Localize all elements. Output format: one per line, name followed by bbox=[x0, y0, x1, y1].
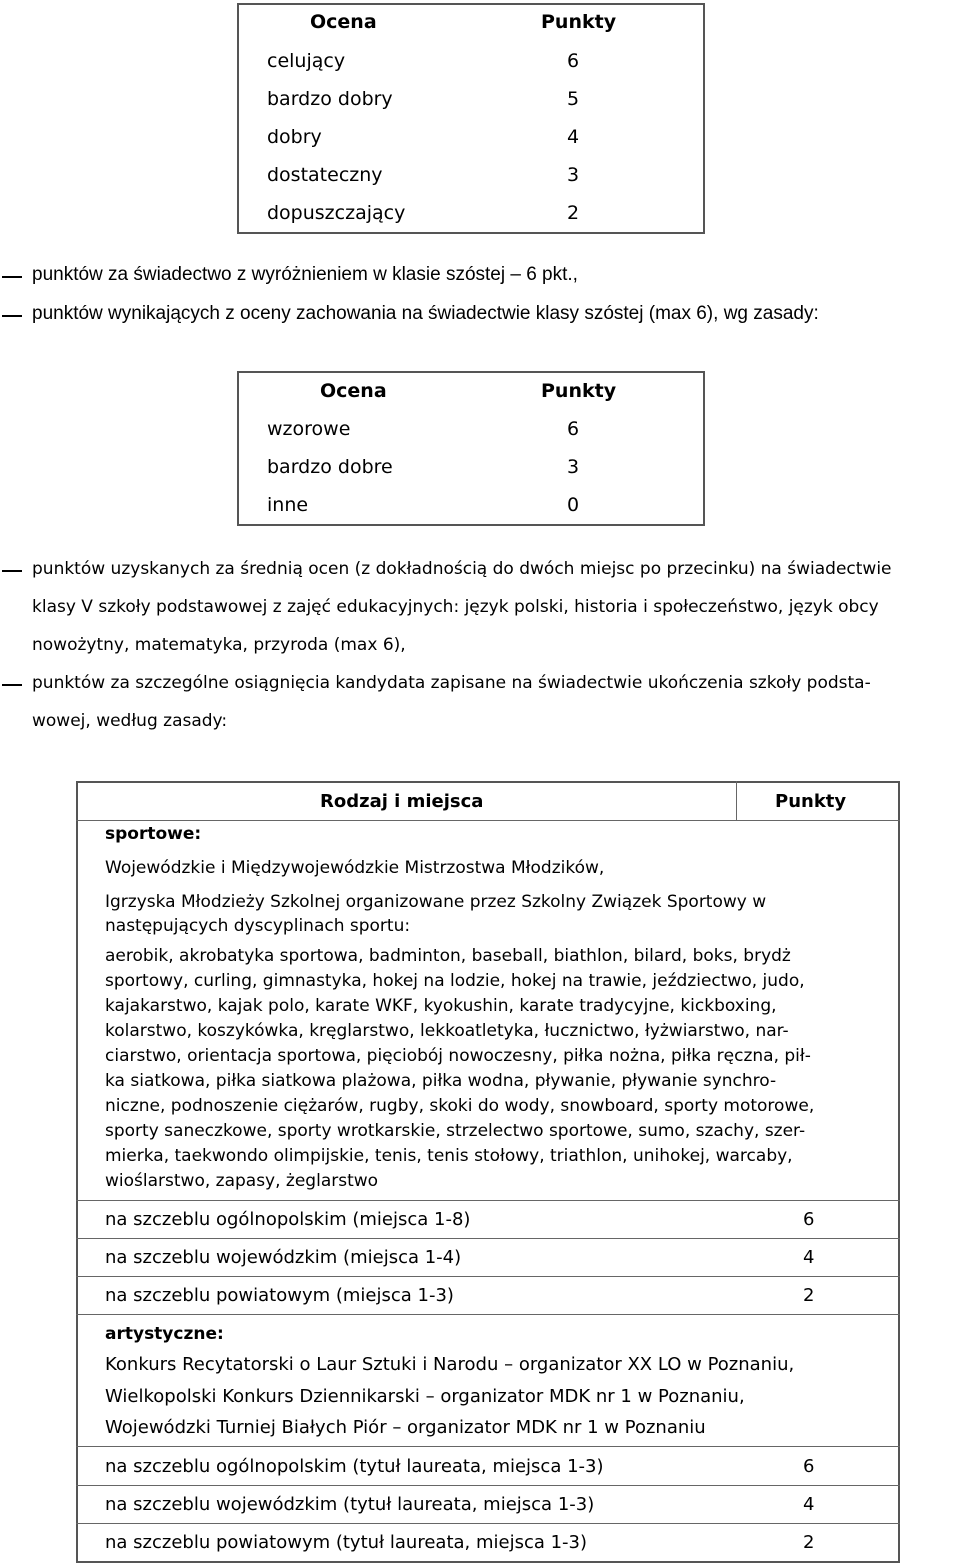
grade-row-label: bardzo dobry bbox=[267, 88, 393, 110]
grade-row-points: 4 bbox=[567, 126, 580, 148]
sport-line: Wojewódzkie i Międzywojewódzkie Mistrzostwa Młodzików, bbox=[105, 858, 605, 878]
table-divider bbox=[76, 1314, 900, 1315]
behavior-row-points: 6 bbox=[567, 418, 580, 440]
discipline-line: ciarstwo, orientacja sportowa, pięciobój nowoczesny, piłka nożna, piłka ręczna, pił- bbox=[105, 1046, 811, 1066]
behavior-row-points: 0 bbox=[567, 494, 580, 516]
achievements-header-points: Punkty bbox=[775, 791, 847, 812]
discipline-line: kajakarstwo, kajak polo, karate WKF, kyokushin, karate tradycyjne, kickboxing, bbox=[105, 996, 777, 1016]
art-line: Konkurs Recytatorski o Laur Sztuki i Narodu – organizator XX LO w Poznaniu, bbox=[105, 1354, 795, 1375]
discipline-line: sporty saneczkowe, sporty wrotkarskie, strzelectwo sportowe, sumo, szachy, szer- bbox=[105, 1121, 806, 1141]
sport-section-label: sportowe: bbox=[105, 824, 202, 844]
art-line: Wielkopolski Konkurs Dziennikarski – organizator MDK nr 1 w Poznaniu, bbox=[105, 1386, 745, 1407]
discipline-line: ka siatkowa, piłka siatkowa plażowa, piłka wodna, pływanie, pływanie synchro- bbox=[105, 1071, 777, 1091]
bullet-average-line3: nowożytny, matematyka, przyroda (max 6), bbox=[32, 635, 406, 655]
table-divider bbox=[76, 1200, 900, 1201]
table-divider bbox=[76, 1446, 900, 1447]
discipline-line: sportowy, curling, gimnastyka, hokej na lodzie, hokej na trawie, jeździectwo, judo, bbox=[105, 971, 805, 991]
discipline-line: wioślarstwo, zapasy, żeglarstwo bbox=[105, 1171, 379, 1191]
table-divider bbox=[76, 1238, 900, 1239]
bullet-diploma-points: punktów za świadectwo z wyróżnieniem w klasie szóstej – 6 pkt., bbox=[32, 264, 578, 285]
sport-line: następujących dyscyplinach sportu: bbox=[105, 916, 411, 936]
sport-level-label: na szczeblu powiatowym (miejsca 1-3) bbox=[105, 1285, 454, 1306]
discipline-line: mierka, taekwondo olimpijskie, tenis, tenis stołowy, triathlon, unihokej, warcaby, bbox=[105, 1146, 793, 1166]
bullet-achievements-line1: punktów za szczególne osiągnięcia kandydata zapisane na świadectwie ukończenia szkoły podsta- bbox=[32, 673, 871, 693]
grade-row-label: dopuszczający bbox=[267, 202, 406, 224]
sport-level-points: 4 bbox=[803, 1247, 815, 1268]
bullet-average-line2: klasy V szkoły podstawowej z zajęć edukacyjnych: język polski, historia i społeczeństwo, język obcy bbox=[32, 597, 879, 617]
art-level-label: na szczeblu ogólnopolskim (tytuł laureata, miejsca 1-3) bbox=[105, 1456, 604, 1477]
grade-row-label: dostateczny bbox=[267, 164, 383, 186]
grade-row-points: 5 bbox=[567, 88, 580, 110]
discipline-line: niczne, podnoszenie ciężarów, rugby, skoki do wody, snowboard, sporty motorowe, bbox=[105, 1096, 815, 1116]
grade-row-points: 2 bbox=[567, 202, 580, 224]
table-divider bbox=[76, 1276, 900, 1277]
art-level-label: na szczeblu powiatowym (tytuł laureata, miejsca 1-3) bbox=[105, 1532, 588, 1553]
grade-row-points: 3 bbox=[567, 164, 580, 186]
sport-line: Igrzyska Młodzieży Szkolnej organizowane przez Szkolny Związek Sportowy w bbox=[105, 892, 767, 912]
bullet-dash bbox=[2, 570, 22, 572]
grade-row-points: 6 bbox=[567, 50, 580, 72]
bullet-behavior-points: punktów wynikających z oceny zachowania na świadectwie klasy szóstej (max 6), wg zasady: bbox=[32, 303, 819, 324]
table-divider bbox=[76, 1485, 900, 1486]
sport-level-points: 2 bbox=[803, 1285, 815, 1306]
sport-level-label: na szczeblu ogólnopolskim (miejsca 1-8) bbox=[105, 1209, 471, 1230]
achievements-header-type: Rodzaj i miejsca bbox=[320, 791, 484, 812]
grades-header-grade: Ocena bbox=[310, 11, 377, 33]
bullet-average-line1: punktów uzyskanych za średnią ocen (z dokładnością do dwóch miejsc po przecinku) na świadectwie bbox=[32, 559, 892, 579]
grades-header-points: Punkty bbox=[541, 11, 617, 33]
art-level-points: 2 bbox=[803, 1532, 815, 1553]
art-level-points: 4 bbox=[803, 1494, 815, 1515]
bullet-achievements-line2: wowej, według zasady: bbox=[32, 711, 228, 731]
art-line: Wojewódzki Turniej Białych Piór – organizator MDK nr 1 w Poznaniu bbox=[105, 1417, 706, 1438]
grade-row-label: celujący bbox=[267, 50, 346, 72]
behavior-header-grade: Ocena bbox=[320, 380, 387, 402]
sport-level-label: na szczeblu wojewódzkim (miejsca 1-4) bbox=[105, 1247, 462, 1268]
sport-level-points: 6 bbox=[803, 1209, 815, 1230]
table-divider bbox=[76, 1523, 900, 1524]
discipline-line: kolarstwo, koszykówka, kręglarstwo, lekkoatletyka, łucznictwo, łyżwiarstwo, nar- bbox=[105, 1021, 789, 1041]
bullet-dash bbox=[2, 684, 22, 686]
table-divider bbox=[736, 781, 737, 821]
behavior-row-label: wzorowe bbox=[267, 418, 351, 440]
behavior-row-label: inne bbox=[267, 494, 309, 516]
behavior-row-label: bardzo dobre bbox=[267, 456, 393, 478]
art-section-label: artystyczne: bbox=[105, 1324, 224, 1344]
art-level-points: 6 bbox=[803, 1456, 815, 1477]
art-level-label: na szczeblu wojewódzkim (tytuł laureata, miejsca 1-3) bbox=[105, 1494, 595, 1515]
bullet-dash bbox=[2, 276, 22, 278]
behavior-header-points: Punkty bbox=[541, 380, 617, 402]
grades-table bbox=[237, 3, 705, 234]
table-divider bbox=[76, 820, 900, 821]
behavior-row-points: 3 bbox=[567, 456, 580, 478]
discipline-line: aerobik, akrobatyka sportowa, badminton, baseball, biathlon, bilard, boks, brydż bbox=[105, 946, 791, 966]
bullet-dash bbox=[2, 315, 22, 317]
grade-row-label: dobry bbox=[267, 126, 322, 148]
